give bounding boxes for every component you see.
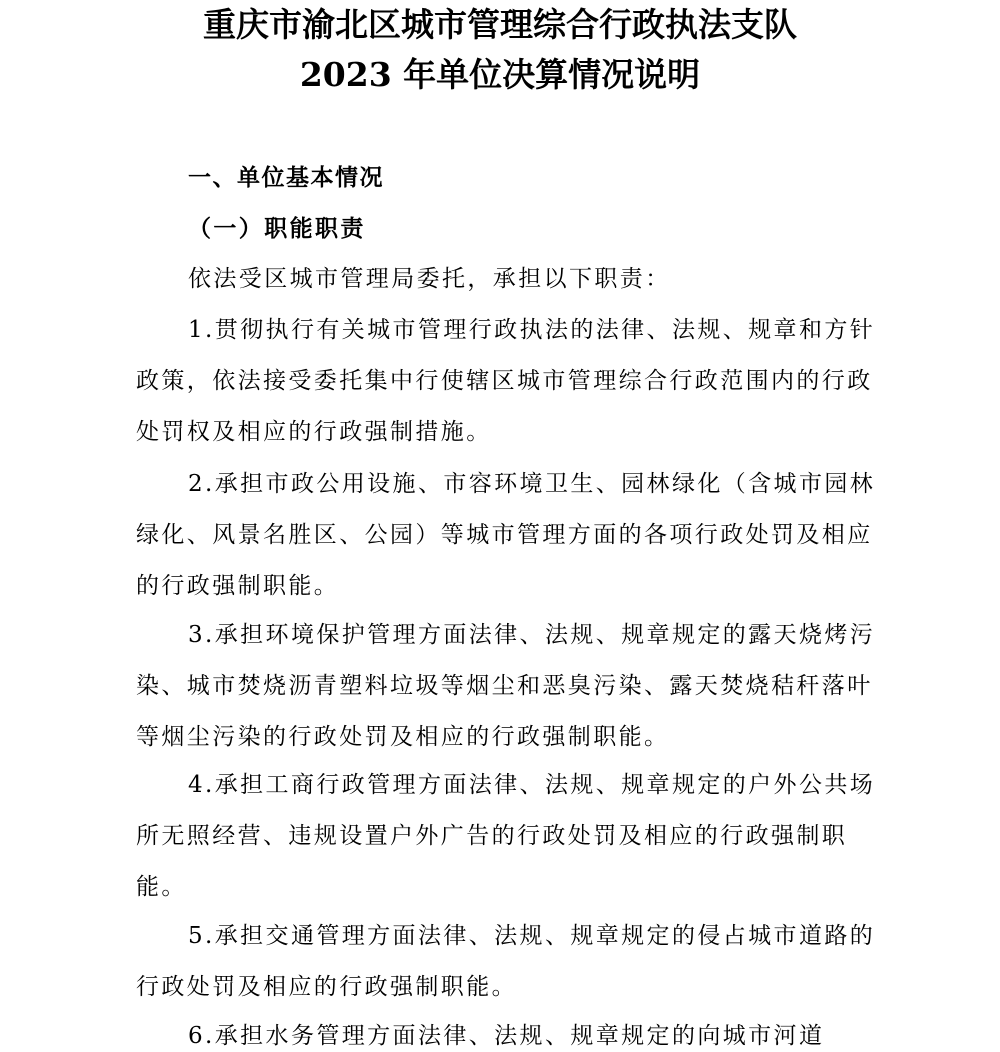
duty-item-3: 3.承担环境保护管理方面法律、法规、规章规定的露天烧烤污染、城市焚烧沥青塑料垃圾等烟尘和恶臭污染、露天焚烧秸秆落叶等烟尘污染的行政处罚及相应的行政强制职能。 — [136, 622, 876, 750]
intro-paragraph: 依法受区城市管理局委托，承担以下职责： — [188, 266, 671, 292]
subsection-heading-functions: （一）职能职责 — [188, 215, 366, 242]
document-title-line2: 2023 年单位决算情况说明 — [299, 55, 701, 94]
section-heading-basic-info: 一、单位基本情况 — [188, 165, 384, 191]
duty-item-1: 1.贯彻执行有关城市管理行政执法的法律、法规、规章和方针政策，依法接受委托集中行使辖区城市管理综合行政范围内的行政处罚权及相应的行政强制措施。 — [136, 317, 876, 445]
duty-item-4: 4.承担工商行政管理方面法律、法规、规章规定的户外公共场所无照经营、违规设置户外广告的行政处罚及相应的行政强制职能。 — [136, 772, 876, 900]
duty-item-2: 2.承担市政公用设施、市容环境卫生、园林绿化（含城市园林绿化、风景名胜区、公园）等城市管理方面的各项行政处罚及相应的行政强制职能。 — [136, 471, 876, 599]
duty-item-6: 6.承担水务管理方面法律、法规、规章规定的向城市河道 — [188, 1023, 825, 1049]
document-title-line1: 重庆市渝北区城市管理综合行政执法支队 — [203, 5, 797, 44]
duty-item-5: 5.承担交通管理方面法律、法规、规章规定的侵占城市道路的行政处罚及相应的行政强制职能。 — [136, 923, 876, 1000]
